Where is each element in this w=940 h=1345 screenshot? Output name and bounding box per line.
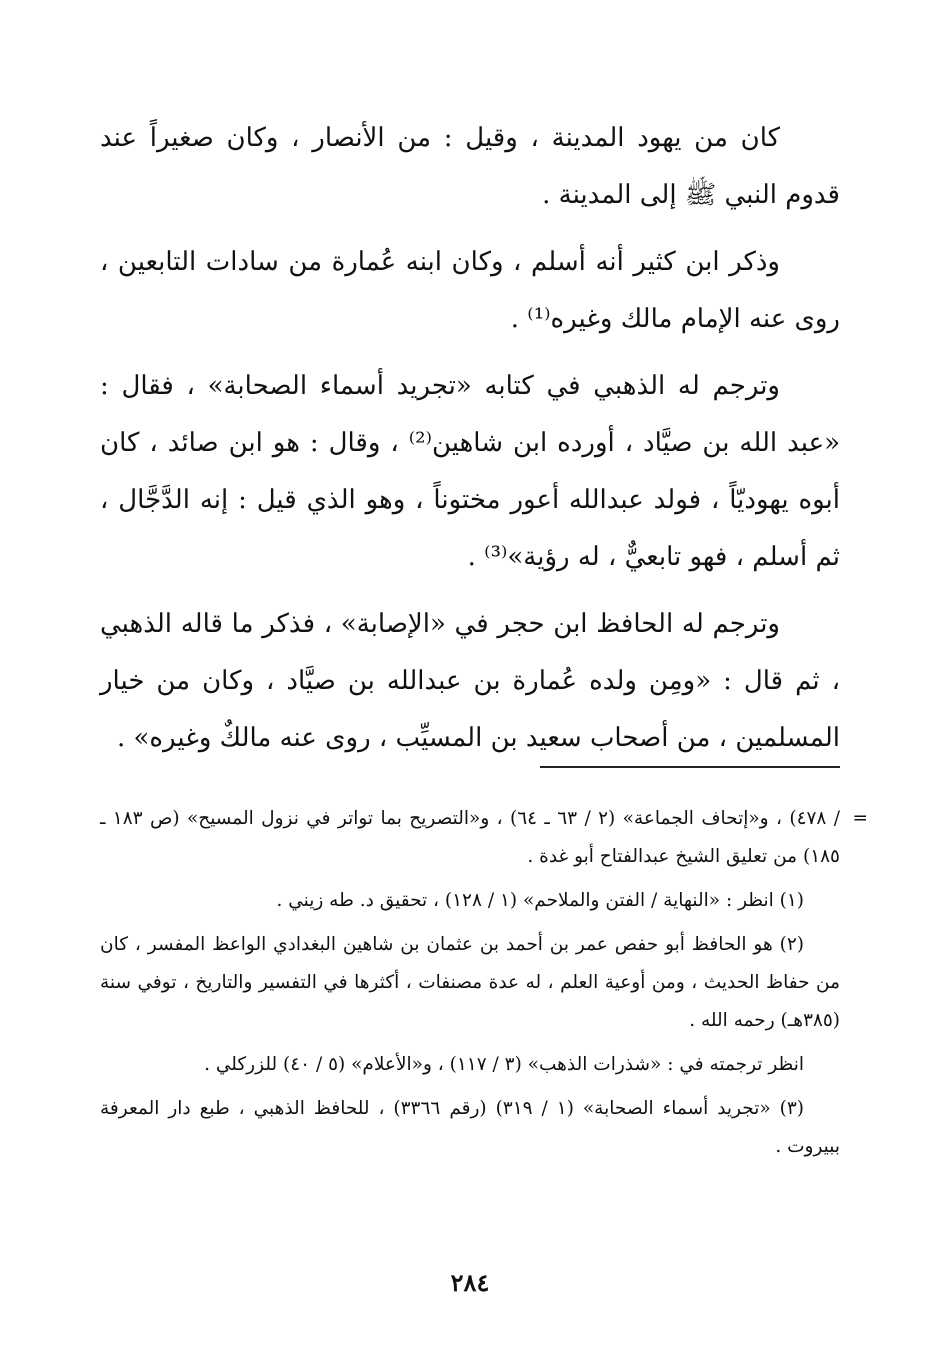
footnote-3: (٣) «تجريد أسماء الصحابة» (١ / ٣١٩) (رقم ٣٣٦٦) ، للحافظ الذهبي ، طبع دار المعرفة ببيروت .	[100, 1098, 840, 1157]
paragraph-2: وذكر ابن كثير أنه أسلم ، وكان ابنه عُمارة من سادات التابعين ، روى عنه الإمام مالك وغيره⁽¹⁾ .	[100, 247, 840, 334]
footnote-continuation	[100, 800, 868, 876]
page-number: ٢٨٤	[450, 1268, 490, 1297]
paragraph-1: كان من يهود المدينة ، وقيل : من الأنصار ، وكان صغيراً عند قدوم النبي ﷺ إلى المدينة .	[100, 123, 840, 210]
footnote-2-reference: انظر ترجمته في : «شذرات الذهب» (٣ / ١١٧) ، و«الأعلام» (٥ / ٤٠) للزركلي .	[204, 1054, 804, 1075]
footnote-continuation-text: / ٤٧٨) ، و«إتحاف الجماعة» (٢ / ٦٣ ـ ٦٤) ، و«التصريح بما تواتر في نزول المسيح» (ص ١٨٣ ـ ١٨٥) من تعليق الشيخ عبدالفتاح أبو غدة .	[100, 808, 840, 867]
paragraph-4: وترجم له الحافظ ابن حجر في «الإصابة» ، فذكر ما قاله الذهبي ، ثم قال : «ومِن ولده عُمارة بن عبدالله بن صيَّاد ، وكان من خيار المسلمين ، من أصحاب سعيد بن المسيِّب ، روى عنه مالكٌ وغيره» .	[100, 609, 840, 753]
paragraph-3: وترجم له الذهبي في كتابه «تجريد أسماء الصحابة» ، فقال : «عبد الله بن صيَّاد ، أورده ابن شاهين⁽²⁾ ، وقال : هو ابن صائد ، كان أبوه يهوديّاً ، فولد عبدالله أعور مختوناً ، وهو الذي قيل : إنه الدَّجَّال ، ثم أسلم ، فهو تابعيٌّ ، له رؤية»⁽³⁾ .	[100, 371, 841, 572]
main-text	[100, 110, 840, 767]
footnotes	[100, 800, 868, 1172]
footnote-separator	[540, 766, 840, 768]
footnote-2: (٢) هو الحافظ أبو حفص عمر بن أحمد بن عثمان بن شاهين البغدادي الواعظ المفسر ، كان من حفاظ الحديث ، ومن أوعية العلم ، له عدة مصنفات ، أكثرها في التفسير والتاريخ ، توفي سنة (٣٨٥هـ) رحمه الله .	[100, 934, 840, 1031]
book-page	[100, 110, 868, 1310]
footnote-1: (١) انظر : «النهاية / الفتن والملاحم» (١ / ١٢٨) ، تحقيق د. طه زيني .	[276, 890, 804, 911]
continuation-mark: =	[852, 808, 868, 829]
